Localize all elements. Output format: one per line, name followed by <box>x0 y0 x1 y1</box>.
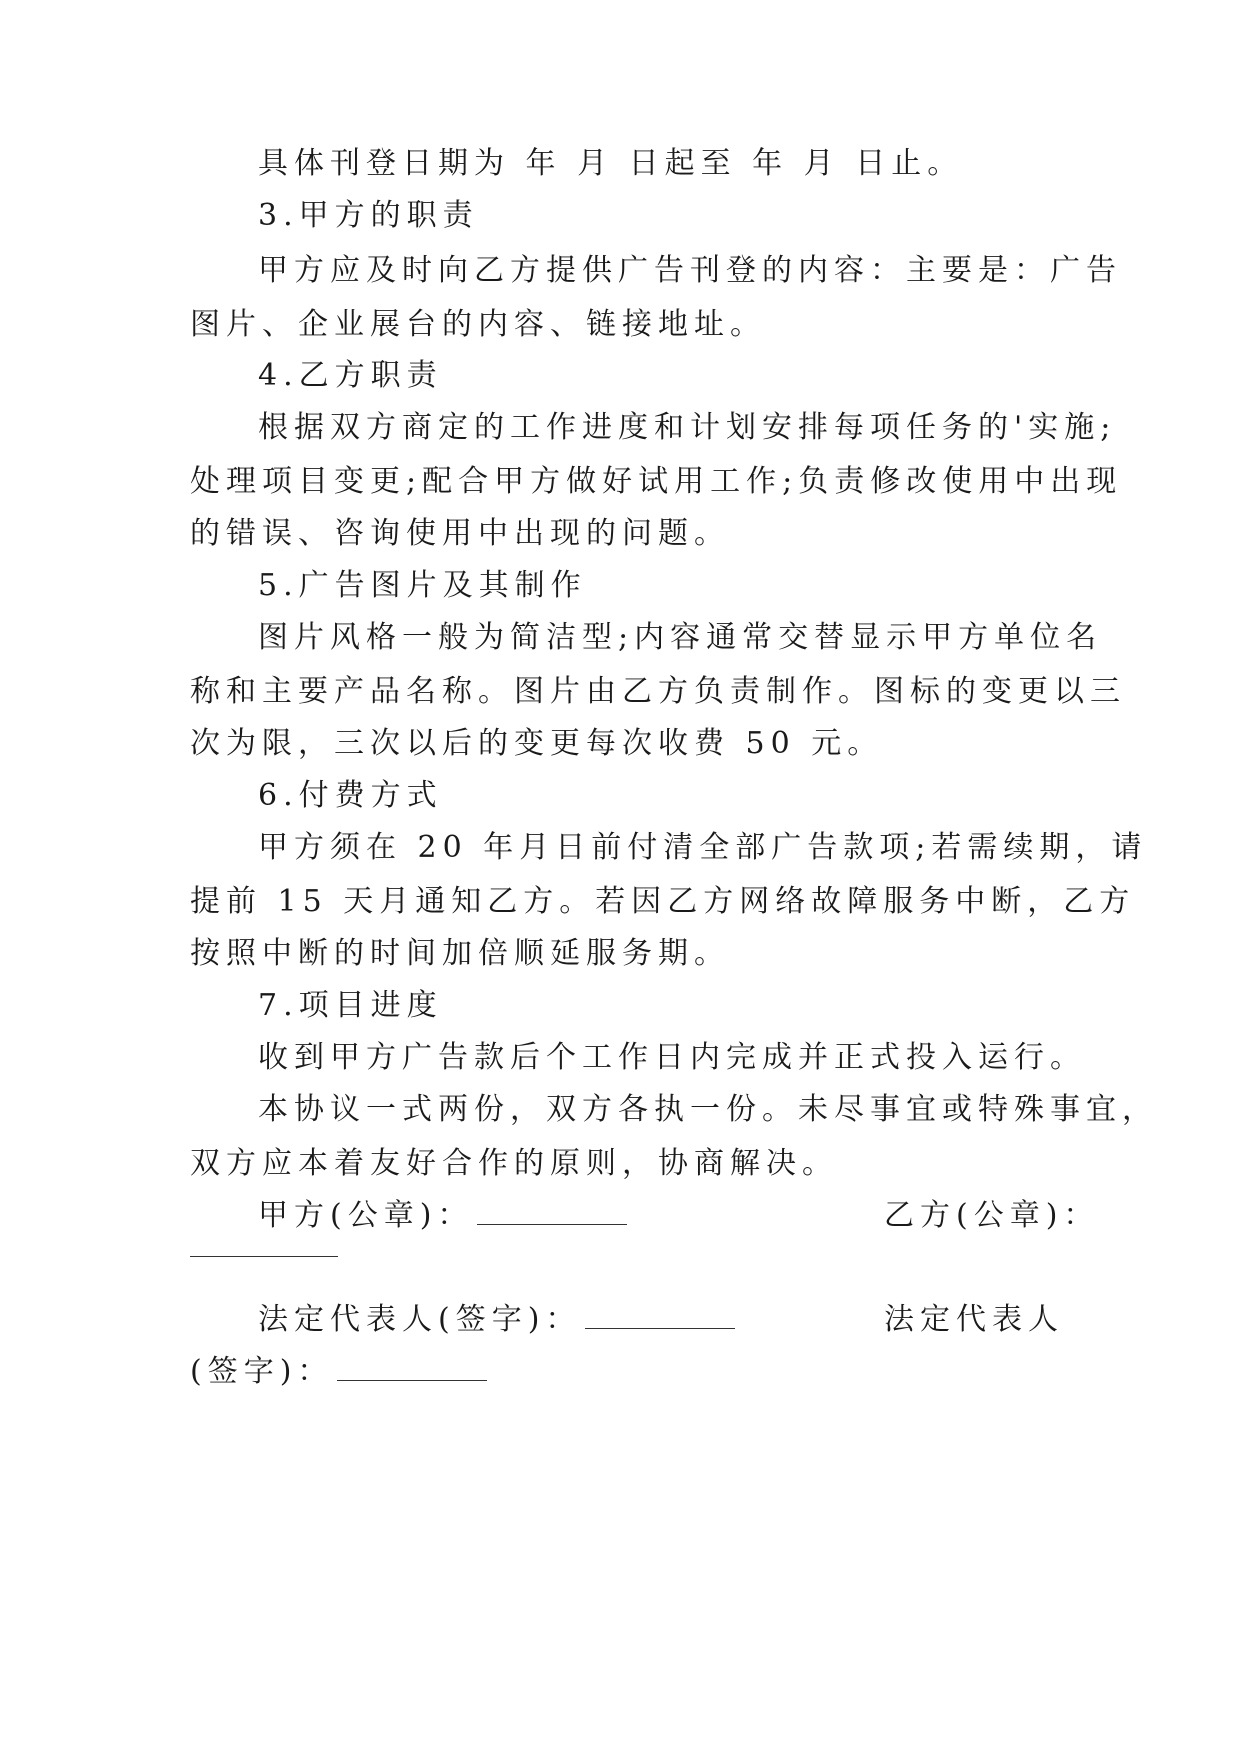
party-a-rep-blank <box>585 1304 735 1329</box>
party-a-seal-field <box>258 1196 627 1236</box>
section-6-text-3: 按照中断的时间加倍顺延服务期。 <box>190 936 730 971</box>
party-b-rep-field <box>190 1352 487 1392</box>
party-a-rep-label: 法定代表人(签字)： <box>258 1302 582 1337</box>
section-6-text-2: 提前 15 天月通知乙方。若因乙方网络故障服务中断，乙方 <box>190 884 1136 919</box>
section-6-text-1: 甲方须在 20 年月日前付清全部广告款项;若需续期，请 <box>258 830 1148 865</box>
section-3-text-2: 图片、企业展台的内容、链接地址。 <box>190 307 766 342</box>
party-b-seal-blank <box>190 1256 338 1257</box>
section-4-text-3: 的错误、咨询使用中出现的问题。 <box>190 516 730 551</box>
party-a-seal-label: 甲方(公章)： <box>258 1198 474 1233</box>
party-b-rep-blank <box>337 1356 487 1381</box>
section-4-heading: 4.乙方职责 <box>258 358 443 393</box>
section-6-heading: 6.付费方式 <box>258 778 443 813</box>
party-b-rep-sign-label: (签字)： <box>190 1354 334 1389</box>
section-5-text-1: 图片风格一般为简洁型;内容通常交替显示甲方单位名 <box>258 620 1103 655</box>
section-7-heading: 7.项目进度 <box>258 988 443 1023</box>
section-4-text-1: 根据双方商定的工作进度和计划安排每项任务的'实施; <box>258 410 1117 445</box>
party-a-rep-field <box>258 1300 735 1340</box>
party-a-seal-blank <box>477 1200 627 1225</box>
party-b-rep-label: 法定代表人 <box>884 1302 1064 1337</box>
section-7-text: 收到甲方广告款后个工作日内完成并正式投入运行。 <box>258 1040 1086 1075</box>
section-3-heading: 3.甲方的职责 <box>258 198 479 233</box>
section-5-text-2: 称和主要产品名称。图片由乙方负责制作。图标的变更以三 <box>190 674 1126 709</box>
closing-text-1: 本协议一式两份，双方各执一份。未尽事宜或特殊事宜， <box>258 1092 1158 1127</box>
publish-date-line: 具体刊登日期为 年 月 日起至 年 月 日止。 <box>258 146 964 181</box>
section-3-text-1: 甲方应及时向乙方提供广告刊登的内容：主要是：广告 <box>258 253 1122 288</box>
party-b-seal-label: 乙方(公章)： <box>884 1198 1100 1233</box>
section-5-text-3: 次为限，三次以后的变更每次收费 50 元。 <box>190 726 884 761</box>
section-4-text-2: 处理项目变更;配合甲方做好试用工作;负责修改使用中出现 <box>190 464 1123 499</box>
section-5-heading: 5.广告图片及其制作 <box>258 568 587 603</box>
closing-text-2: 双方应本着友好合作的原则，协商解决。 <box>190 1146 838 1181</box>
